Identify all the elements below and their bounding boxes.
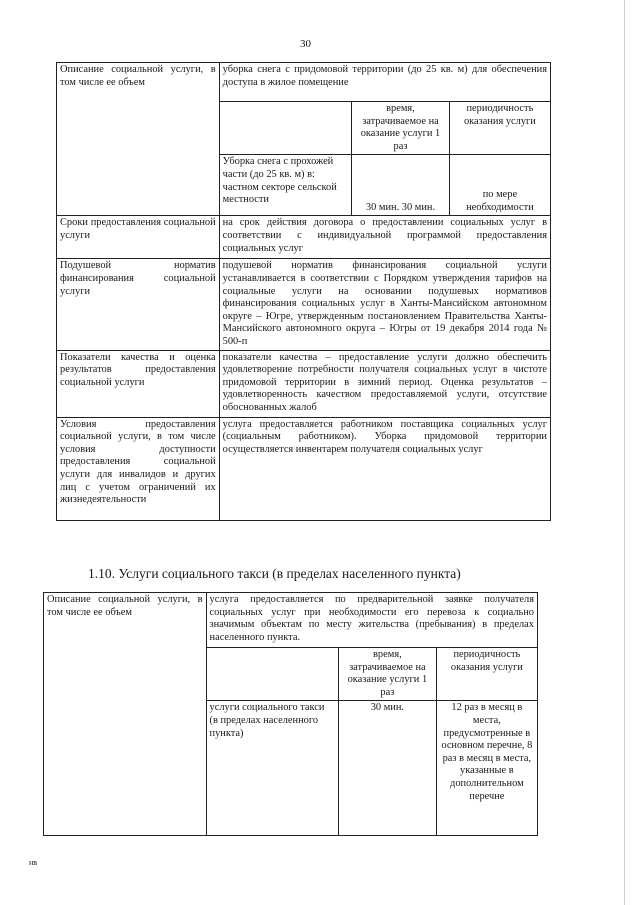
label-terms: Сроки предоставления социальной услуги <box>57 216 220 259</box>
item-time-taxi: 30 мин. <box>339 701 437 836</box>
service-table-snow-removal <box>56 62 551 521</box>
value-quality-indicators: показатели качества – предоставление услуги должно обеспечить удовлетворение потребности получателя социальных услуг в чистоте придомовой территории в зимний период. Оценка результатов – удовлетворенность качеством предоставляемой услуги, отсутствие обоснованных жалоб <box>219 350 550 417</box>
header-time-taxi: время, затрачиваемое на оказание услуги 1 раз <box>339 648 437 701</box>
footer-mark: нв <box>29 858 38 867</box>
service-table-social-taxi <box>43 592 538 836</box>
item-periodicity: по мере необходимости <box>449 155 550 216</box>
description-text-taxi: услуга предоставляется по предварительной заявке получателя социальных услуг при необходимости его перевоза к социально значимым объектам по месту жительства (пребывания) в пределах населенного пункта. <box>207 593 537 648</box>
item-periodicity-taxi: 12 раз в месяц в места, предусмотренные в основном перечне, 8 раз в месяц в места, указанные в дополнительном перечне <box>436 701 537 836</box>
value-terms: на срок действия договора о предоставлении социальных услуг в соответствии с индивидуальной программой предоставления социальных услуг <box>219 216 550 259</box>
label-quality-indicators: Показатели качества и оценка результатов предоставления социальной услуги <box>57 350 220 417</box>
description-cell <box>219 63 550 216</box>
label-description: Описание социальной услуги, в том числе ее объем <box>57 63 220 216</box>
header-time: время, затрачиваемое на оказание услуги 1 раз <box>352 102 450 155</box>
subtable-empty-header <box>220 102 352 155</box>
item-name-taxi: услуги социального такси (в пределах населенного пункта) <box>207 701 339 836</box>
label-per-capita-norm: Подушевой норматив финансирования социальной услуги <box>57 259 220 350</box>
label-description-taxi: Описание социальной услуги, в том числе ее объем <box>44 593 207 836</box>
description-subtable-taxi <box>207 648 537 835</box>
scan-edge-line <box>624 0 625 905</box>
page-number: 30 <box>300 38 311 50</box>
value-per-capita-norm: подушевой норматив финансирования социальной услуги устанавливается в соответствии с Порядком утверждения тарифов на социальные услуги на основании подушевых нормативов финансирования социальных услуг в Ханты-Мансийском автономном округе – Югре, утвержденным постановлением Правительства Ханты-Мансийского автономного округа – Югры от 19 декабря 2014 года № 500-п <box>219 259 550 350</box>
item-time: 30 мин. 30 мин. <box>352 155 450 216</box>
description-cell-taxi <box>206 593 537 836</box>
header-periodicity-taxi: периодичность оказания услуги <box>436 648 537 701</box>
item-name: Уборка снега с прохожей части (до 25 кв. м) в: частном секторе сельской местности <box>220 155 352 216</box>
value-conditions: услуга предоставляется работником поставщика социальных услуг (социальным работником). Уборка придомовой территории осуществляется инвентарем получателя социальных услуг <box>219 417 550 520</box>
subtable-empty-header-taxi <box>207 648 339 701</box>
label-conditions: Условия предоставления социальной услуги, в том числе условия доступности предоставления социальной услуги для инвалидов и других лиц с учетом ограничений их жизнедеятельности <box>57 417 220 520</box>
section-heading: 1.10. Услуги социального такси (в пределах населенного пункта) <box>88 566 461 581</box>
header-periodicity: периодичность оказания услуги <box>449 102 550 155</box>
description-subtable <box>220 102 550 215</box>
description-text: уборка снега с придомовой территории (до 25 кв. м) для обеспечения доступа в жилое помещение <box>220 63 550 102</box>
